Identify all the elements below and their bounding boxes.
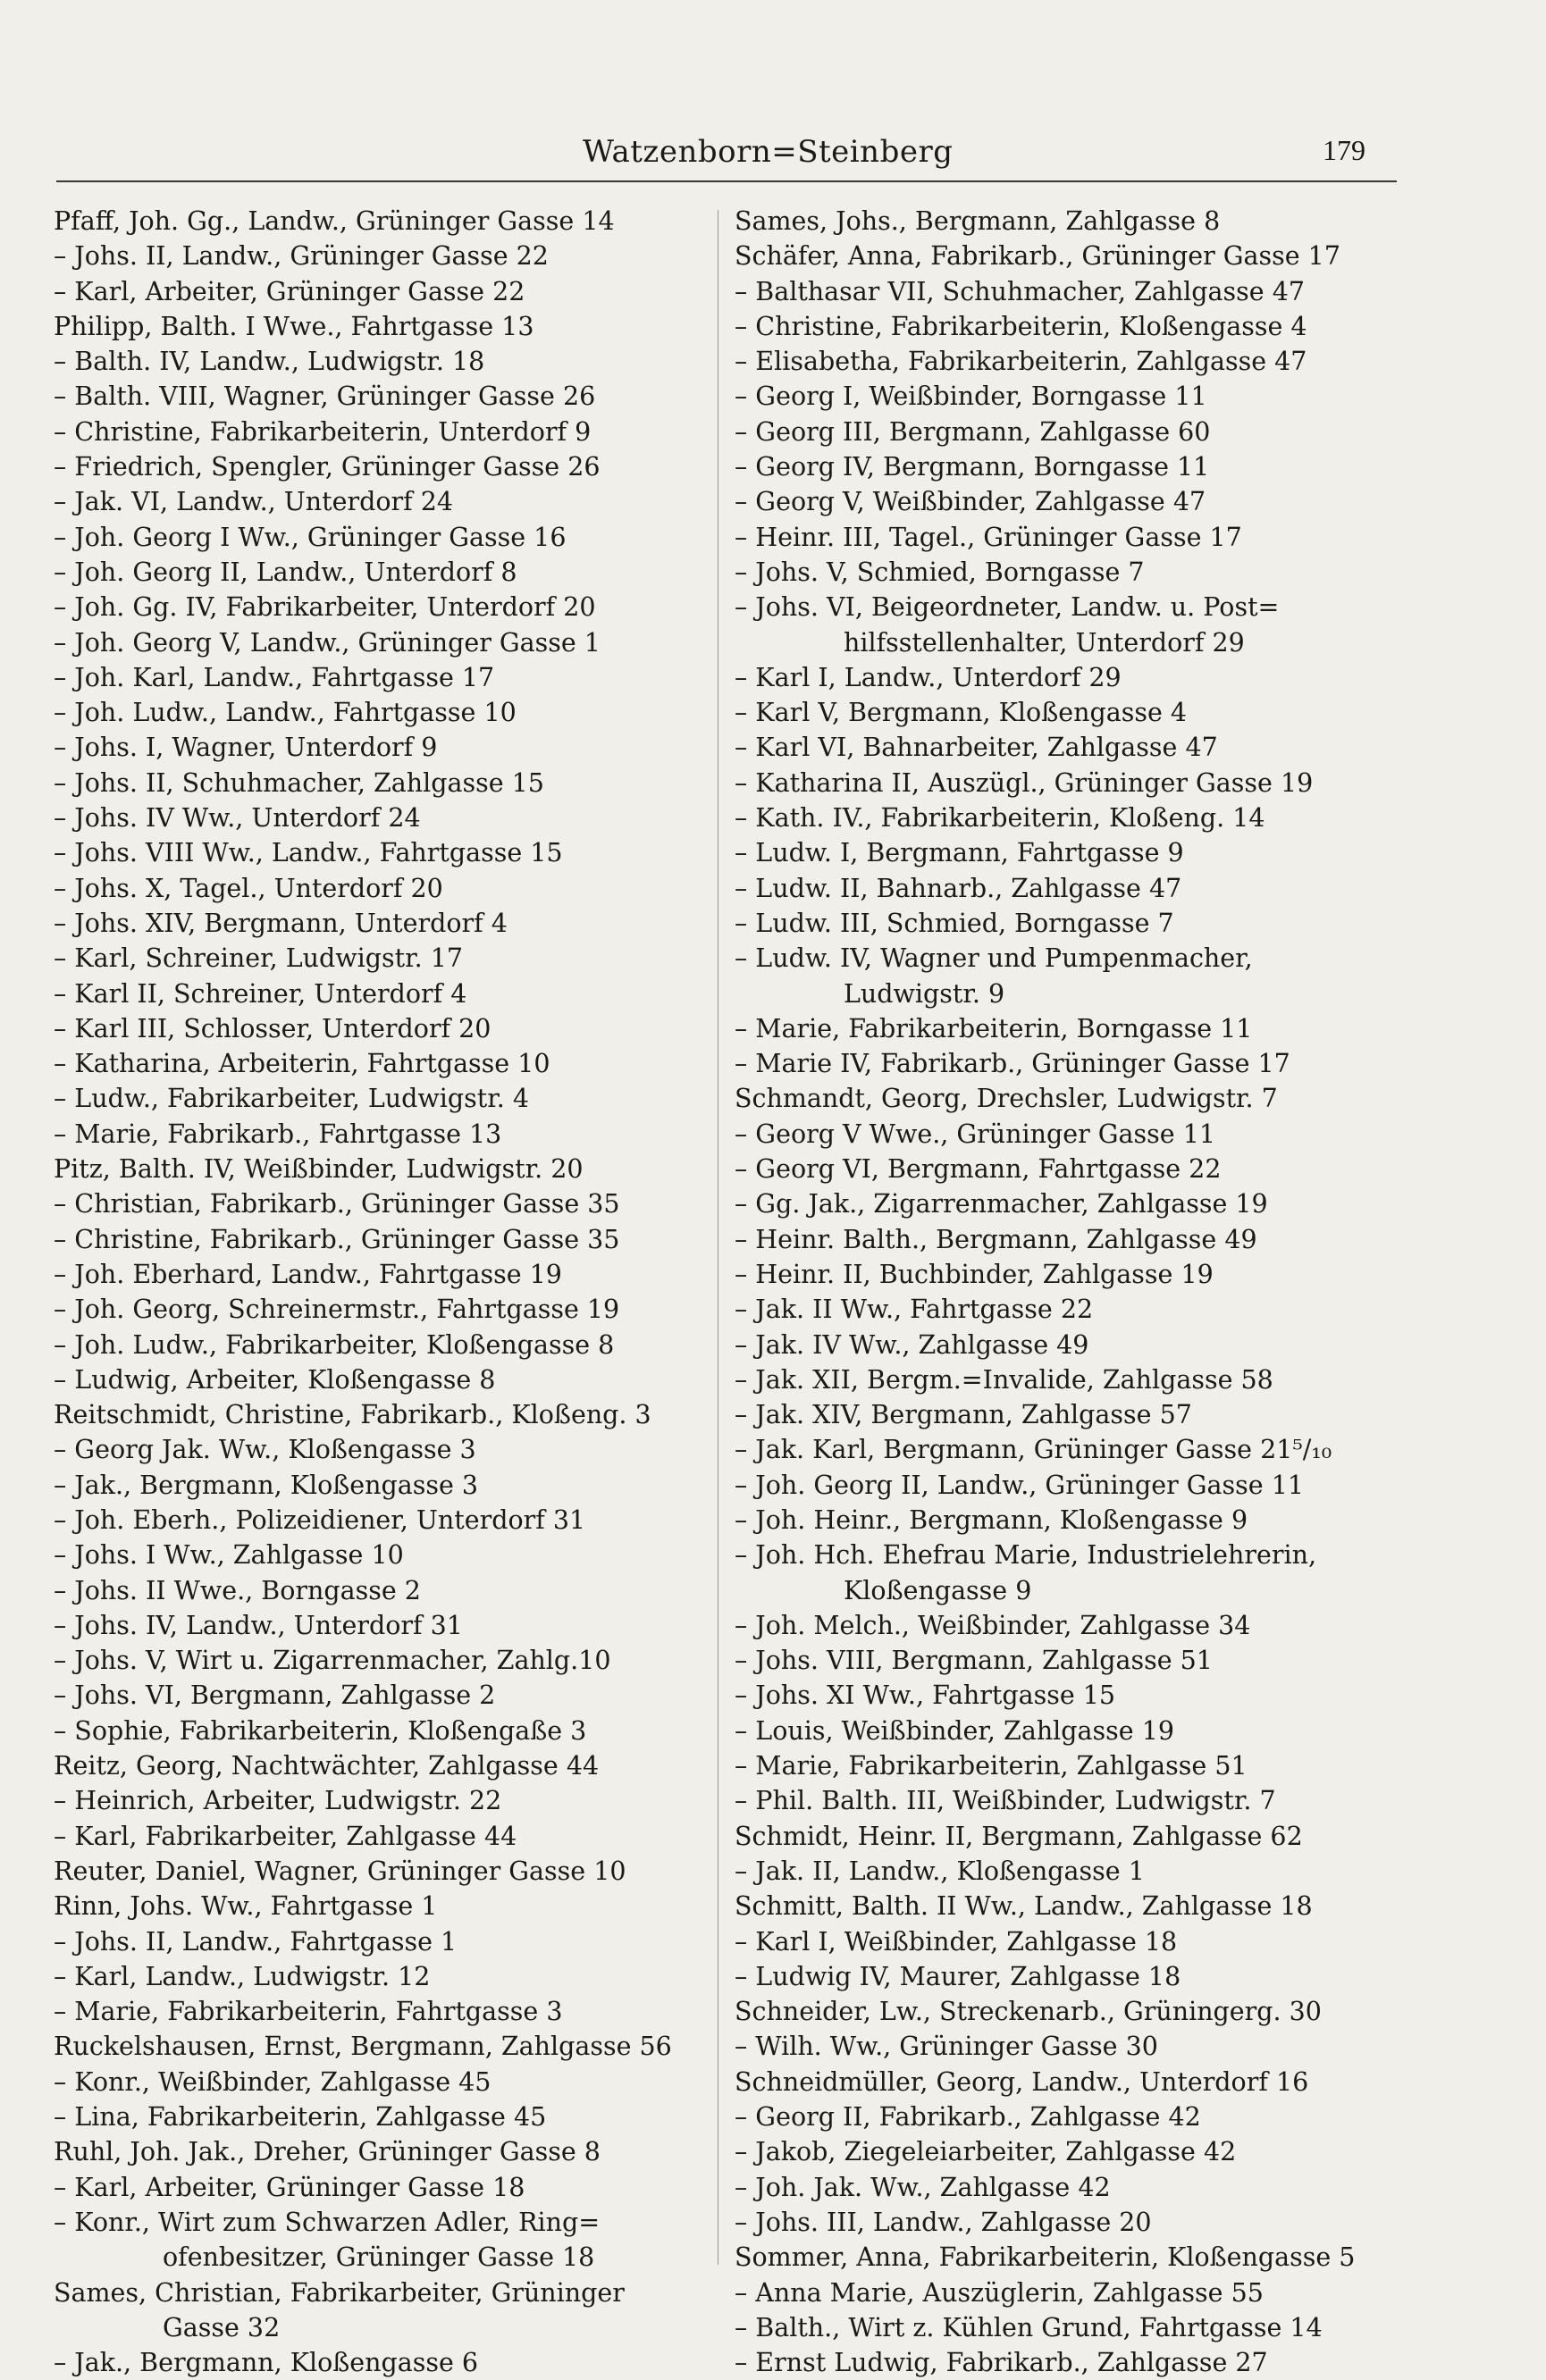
directory-entry: – Johs. IV, Landw., Unterdorf 31 <box>54 1610 463 1640</box>
directory-entry: Philipp, Balth. I Wwe., Fahrtgasse 13 <box>54 311 534 341</box>
directory-entry: – Christian, Fabrikarb., Grüninger Gasse 35 <box>54 1189 620 1219</box>
directory-entry: – Johs. III, Landw., Zahlgasse 20 <box>735 2207 1152 2237</box>
directory-entry: Schneidmüller, Georg, Landw., Unterdorf 16 <box>735 2066 1309 2097</box>
directory-entry: – Johs. VI, Beigeordneter, Landw. u. Post= <box>735 592 1280 623</box>
directory-entry: – Johs. XIV, Bergmann, Unterdorf 4 <box>54 908 508 938</box>
running-title: Watzenborn=Steinberg <box>583 134 954 170</box>
directory-entry: – Wilh. Ww., Grüninger Gasse 30 <box>735 2032 1158 2062</box>
directory-entry: – Karl, Arbeiter, Grüninger Gasse 22 <box>54 276 525 306</box>
directory-entry: – Georg Jak. Ww., Kloßengasse 3 <box>54 1435 476 1465</box>
directory-entry: – Christine, Fabrikarbeiterin, Unterdorf 9 <box>54 416 592 447</box>
directory-entry: Schmidt, Heinr. II, Bergmann, Zahlgasse 62 <box>735 1821 1303 1851</box>
directory-entry: – Ludw., Fabrikarbeiter, Ludwigstr. 4 <box>54 1084 529 1114</box>
directory-entry: – Joh. Karl, Landw., Fahrtgasse 17 <box>54 662 495 692</box>
directory-entry: Schmitt, Balth. II Ww., Landw., Zahlgasse 18 <box>735 1891 1313 1922</box>
directory-entry: – Johs. VI, Bergmann, Zahlgasse 2 <box>54 1680 496 1711</box>
page-header <box>0 134 1546 188</box>
directory-entry: – Georg V Wwe., Grüninger Gasse 11 <box>735 1119 1215 1149</box>
directory-entry: – Konr., Weißbinder, Zahlgasse 45 <box>54 2066 492 2097</box>
directory-entry: – Joh. Ludw., Fabrikarbeiter, Kloßengasse 8 <box>54 1329 615 1360</box>
directory-entry: – Joh. Eberh., Polizeidiener, Unterdorf 31 <box>54 1504 586 1535</box>
directory-entry: hilfsstellenhalter, Unterdorf 29 <box>844 627 1245 658</box>
directory-entry: Reitz, Georg, Nachtwächter, Zahlgasse 44 <box>54 1751 600 1781</box>
directory-entry: Pfaff, Joh. Gg., Landw., Grüninger Gasse 14 <box>54 206 615 236</box>
directory-entry: – Marie, Fabrikarbeiterin, Borngasse 11 <box>735 1013 1253 1043</box>
directory-entry: – Karl III, Schlosser, Unterdorf 20 <box>54 1013 492 1043</box>
directory-entry: – Balthasar VII, Schuhmacher, Zahlgasse 47 <box>735 276 1305 306</box>
directory-entry: – Georg IV, Bergmann, Borngasse 11 <box>735 452 1210 482</box>
directory-entry: – Jak. II, Landw., Kloßengasse 1 <box>735 1856 1145 1886</box>
directory-entry: – Elisabetha, Fabrikarbeiterin, Zahlgasse 47 <box>735 347 1307 377</box>
directory-entry: Schäfer, Anna, Fabrikarb., Grüninger Gasse 17 <box>735 241 1340 272</box>
directory-entry: – Johs. XI Ww., Fahrtgasse 15 <box>735 1680 1116 1711</box>
directory-entry: – Karl VI, Bahnarbeiter, Zahlgasse 47 <box>735 733 1218 763</box>
directory-entry: – Karl, Landw., Ludwigstr. 12 <box>54 1961 431 1991</box>
directory-entry: – Karl I, Landw., Unterdorf 29 <box>735 662 1122 692</box>
directory-entry: – Karl V, Bergmann, Kloßengasse 4 <box>735 698 1188 728</box>
right-column <box>735 204 1378 2380</box>
directory-entry: – Johs. II, Landw., Grüninger Gasse 22 <box>54 241 549 272</box>
directory-entry: – Gg. Jak., Zigarrenmacher, Zahlgasse 19 <box>735 1189 1268 1219</box>
directory-entry: – Georg III, Bergmann, Zahlgasse 60 <box>735 416 1211 447</box>
directory-entry: – Jak. IV Ww., Zahlgasse 49 <box>735 1329 1089 1360</box>
directory-entry: Kloßengasse 9 <box>844 1575 1032 1605</box>
directory-entry: – Joh. Jak. Ww., Zahlgasse 42 <box>735 2172 1111 2202</box>
directory-entry: – Ludw. II, Bahnarb., Zahlgasse 47 <box>735 873 1182 903</box>
directory-entry: – Ernst Ludwig, Fabrikarb., Zahlgasse 27 <box>735 2348 1268 2378</box>
directory-entry: – Ludwig, Arbeiter, Kloßengasse 8 <box>54 1364 496 1395</box>
directory-entry: – Johs. IV Ww., Unterdorf 24 <box>54 803 421 834</box>
directory-entry: – Konr., Wirt zum Schwarzen Adler, Ring= <box>54 2207 601 2237</box>
directory-entry: – Karl II, Schreiner, Unterdorf 4 <box>54 978 467 1009</box>
directory-entry: – Joh. Ludw., Landw., Fahrtgasse 10 <box>54 698 517 728</box>
directory-entry: – Johs. II Wwe., Borngasse 2 <box>54 1575 421 1605</box>
directory-entry: – Georg VI, Bergmann, Fahrtgasse 22 <box>735 1154 1222 1185</box>
directory-entry: – Joh. Eberhard, Landw., Fahrtgasse 19 <box>54 1259 562 1289</box>
directory-entry: – Balth. IV, Landw., Ludwigstr. 18 <box>54 347 485 377</box>
directory-entry: – Karl, Schreiner, Ludwigstr. 17 <box>54 943 463 974</box>
directory-entry: – Karl I, Weißbinder, Zahlgasse 18 <box>735 1926 1178 1957</box>
directory-entry: – Johs. VIII Ww., Landw., Fahrtgasse 15 <box>54 838 563 868</box>
directory-entry: – Christine, Fabrikarbeiterin, Kloßengasse 4 <box>735 311 1307 341</box>
directory-entry: – Anna Marie, Auszüglerin, Zahlgasse 55 <box>735 2277 1264 2308</box>
directory-entry: – Kath. IV., Fabrikarbeiterin, Kloßeng. 14 <box>735 803 1265 834</box>
directory-entry: – Friedrich, Spengler, Grüninger Gasse 26 <box>54 452 601 482</box>
directory-entry: – Lina, Fabrikarbeiterin, Zahlgasse 45 <box>54 2102 547 2133</box>
directory-entry: – Karl, Arbeiter, Grüninger Gasse 18 <box>54 2172 525 2202</box>
directory-entry: – Katharina, Arbeiterin, Fahrtgasse 10 <box>54 1049 550 1079</box>
directory-entry: – Heinr. II, Buchbinder, Zahlgasse 19 <box>735 1259 1214 1289</box>
directory-entry: – Ludw. I, Bergmann, Fahrtgasse 9 <box>735 838 1184 868</box>
directory-entry: – Ludw. IV, Wagner und Pumpenmacher, <box>735 943 1253 974</box>
directory-entry: – Marie, Fabrikarb., Fahrtgasse 13 <box>54 1119 502 1149</box>
directory-entry: – Joh. Hch. Ehefrau Marie, Industrielehrerin, <box>735 1540 1317 1571</box>
directory-entry: Schneider, Lw., Streckenarb., Grüningerg. 30 <box>735 1997 1322 2027</box>
directory-entry: Sames, Christian, Fabrikarbeiter, Grüninger <box>54 2277 625 2308</box>
directory-entry: – Jak., Bergmann, Kloßengasse 6 <box>54 2348 479 2378</box>
directory-entry: – Christine, Fabrikarb., Grüninger Gasse 35 <box>54 1224 620 1254</box>
directory-entry: – Joh. Georg V, Landw., Grüninger Gasse 1 <box>54 627 601 658</box>
directory-entry: Sommer, Anna, Fabrikarbeiterin, Kloßengasse 5 <box>735 2242 1356 2273</box>
directory-entry: Sames, Johs., Bergmann, Zahlgasse 8 <box>735 206 1221 236</box>
directory-entry: – Johs. I, Wagner, Unterdorf 9 <box>54 733 438 763</box>
directory-entry: – Johs. VIII, Bergmann, Zahlgasse 51 <box>735 1646 1213 1676</box>
directory-entry: – Heinr. Balth., Bergmann, Zahlgasse 49 <box>735 1224 1257 1254</box>
directory-entry: – Joh. Georg II, Landw., Grüninger Gasse 11 <box>735 1470 1304 1500</box>
directory-entry: ofenbesitzer, Grüninger Gasse 18 <box>163 2242 595 2273</box>
directory-entry: Reuter, Daniel, Wagner, Grüninger Gasse 10 <box>54 1856 626 1886</box>
directory-entry: – Heinr. III, Tagel., Grüninger Gasse 17 <box>735 522 1242 552</box>
directory-entry: – Jak., Bergmann, Kloßengasse 3 <box>54 1470 479 1500</box>
directory-entry: Ruhl, Joh. Jak., Dreher, Grüninger Gasse 8 <box>54 2137 601 2167</box>
directory-entry: – Marie IV, Fabrikarb., Grüninger Gasse 17 <box>735 1049 1290 1079</box>
directory-entry: – Johs. V, Schmied, Borngasse 7 <box>735 557 1145 587</box>
directory-entry: Ludwigstr. 9 <box>844 978 1005 1009</box>
directory-entry: – Jak. VI, Landw., Unterdorf 24 <box>54 487 453 517</box>
directory-entry: – Jak. XII, Bergm.=Invalide, Zahlgasse 58 <box>735 1364 1273 1395</box>
directory-entry: – Johs. II, Landw., Fahrtgasse 1 <box>54 1926 458 1957</box>
directory-entry: Schmandt, Georg, Drechsler, Ludwigstr. 7 <box>735 1084 1278 1114</box>
directory-entry: – Joh. Heinr., Bergmann, Kloßengasse 9 <box>735 1504 1248 1535</box>
directory-entry: – Marie, Fabrikarbeiterin, Zahlgasse 51 <box>735 1751 1248 1781</box>
directory-entry: – Joh. Gg. IV, Fabrikarbeiter, Unterdorf 20 <box>54 592 596 623</box>
header-rule <box>56 180 1397 182</box>
directory-entry: – Louis, Weißbinder, Zahlgasse 19 <box>735 1715 1174 1746</box>
directory-entry: Rinn, Johs. Ww., Fahrtgasse 1 <box>54 1891 438 1922</box>
directory-entry: – Balth., Wirt z. Kühlen Grund, Fahrtgasse 14 <box>735 2312 1323 2342</box>
directory-entry: – Georg V, Weißbinder, Zahlgasse 47 <box>735 487 1206 517</box>
directory-entry: Reitschmidt, Christine, Fabrikarb., Kloßeng. 3 <box>54 1400 651 1430</box>
directory-entry: – Sophie, Fabrikarbeiterin, Kloßengaße 3 <box>54 1715 587 1746</box>
directory-entry: – Jak. XIV, Bergmann, Zahlgasse 57 <box>735 1400 1192 1430</box>
page-number: 179 <box>1323 134 1365 166</box>
directory-entry: – Georg I, Weißbinder, Borngasse 11 <box>735 381 1207 412</box>
directory-entry: – Phil. Balth. III, Weißbinder, Ludwigstr. 7 <box>735 1786 1276 1816</box>
directory-entry: – Katharina II, Auszügl., Grüninger Gasse 19 <box>735 767 1314 798</box>
directory-entry: – Heinrich, Arbeiter, Ludwigstr. 22 <box>54 1786 502 1816</box>
directory-entry: – Johs. X, Tagel., Unterdorf 20 <box>54 873 443 903</box>
directory-entry: Pitz, Balth. IV, Weißbinder, Ludwigstr. 20 <box>54 1154 584 1185</box>
directory-entry: Ruckelshausen, Ernst, Bergmann, Zahlgasse 56 <box>54 2032 672 2062</box>
directory-entry: – Marie, Fabrikarbeiterin, Fahrtgasse 3 <box>54 1997 563 2027</box>
directory-entry: – Georg II, Fabrikarb., Zahlgasse 42 <box>735 2102 1201 2133</box>
directory-entry: – Ludwig IV, Maurer, Zahlgasse 18 <box>735 1961 1181 1991</box>
directory-entry: – Johs. V, Wirt u. Zigarrenmacher, Zahlg.10 <box>54 1646 611 1676</box>
directory-entry: – Balth. VIII, Wagner, Grüninger Gasse 26 <box>54 381 596 412</box>
directory-entry: – Ludw. III, Schmied, Borngasse 7 <box>735 908 1174 938</box>
directory-entry: – Jakob, Ziegeleiarbeiter, Zahlgasse 42 <box>735 2137 1237 2167</box>
directory-entry: – Joh. Georg I Ww., Grüninger Gasse 16 <box>54 522 567 552</box>
directory-entry: – Jak. Karl, Bergmann, Grüninger Gasse 21⁵/₁₀ <box>735 1435 1332 1465</box>
directory-entry: – Joh. Melch., Weißbinder, Zahlgasse 34 <box>735 1610 1251 1640</box>
directory-entry: – Jak. II Ww., Fahrtgasse 22 <box>735 1295 1094 1325</box>
directory-entry: – Joh. Georg, Schreinermstr., Fahrtgasse 19 <box>54 1295 620 1325</box>
directory-entry: – Joh. Georg II, Landw., Unterdorf 8 <box>54 557 517 587</box>
directory-entry: – Karl, Fabrikarbeiter, Zahlgasse 44 <box>54 1821 517 1851</box>
directory-entry: – Johs. I Ww., Zahlgasse 10 <box>54 1540 404 1571</box>
directory-entry: – Johs. II, Schuhmacher, Zahlgasse 15 <box>54 767 544 798</box>
left-column <box>54 204 697 2380</box>
directory-entry: Gasse 32 <box>163 2312 281 2342</box>
